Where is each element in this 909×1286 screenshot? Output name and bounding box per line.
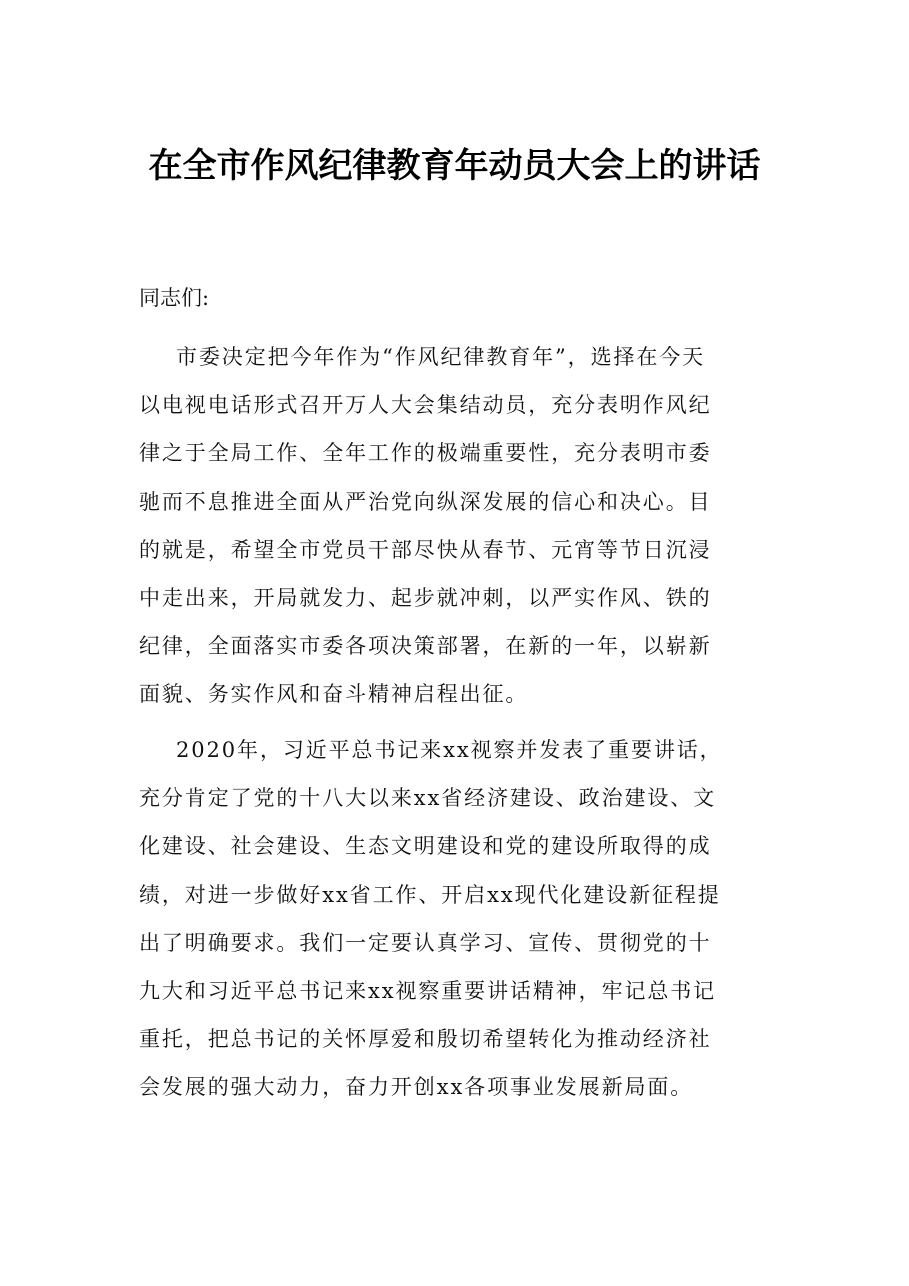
paragraph-line: 充分肯定了党的十八大以来xx省经济建设、政治建设、文: [139, 786, 717, 811]
paragraph-line: 九大和习近平总书记来xx视察重要讲话精神，牢记总书记: [139, 978, 717, 1003]
paragraph-line: 化建设、社会建设、生态文明建设和党的建设所取得的成: [139, 834, 712, 859]
paragraph-line: 重托，把总书记的关怀厚爱和殷切希望转化为推动经济社: [139, 1027, 712, 1052]
paragraph-line: 的就是，希望全市党员干部尽快从春节、元宵等节日沉浸: [139, 537, 712, 562]
paragraph-line: 会发展的强大动力，奋力开创xx各项事业发展新局面。: [139, 1075, 694, 1100]
body-paragraph: [139, 726, 779, 1112]
paragraph-line: 绩，对进一步做好xx省工作、开启xx现代化建设新征程提: [139, 882, 721, 907]
paragraph-line: 纪律，全面落实市委各项决策部署，在新的一年，以崭新: [139, 634, 712, 659]
paragraph-line: 面貌、务实作风和奋斗精神启程出征。: [139, 682, 529, 707]
document-title: 在全市作风纪律教育年动员大会上的讲话: [148, 146, 761, 186]
paragraph-line: 以电视电话形式召开万人大会集结动员，充分表明作风纪: [139, 393, 712, 418]
paragraph-line: 2020年，习近平总书记来xx视察并发表了重要讲话，: [176, 738, 723, 762]
paragraph-line: 市委决定把今年作为“作风纪律教育年”，选择在今天: [176, 345, 706, 369]
paragraph-line: 驰而不息推进全面从严治党向纵深发展的信心和决心。目: [139, 489, 712, 514]
paragraph-line: 出了明确要求。我们一定要认真学习、宣传、贯彻党的十: [139, 930, 712, 955]
paragraph-line: 律之于全局工作、全年工作的极端重要性，充分表明市委: [139, 441, 712, 466]
body-paragraph: [139, 333, 779, 719]
salutation: 同志们:: [139, 286, 210, 310]
paragraph-line: 中走出来，开局就发力、起步就冲刺，以严实作风、铁的: [139, 585, 712, 610]
